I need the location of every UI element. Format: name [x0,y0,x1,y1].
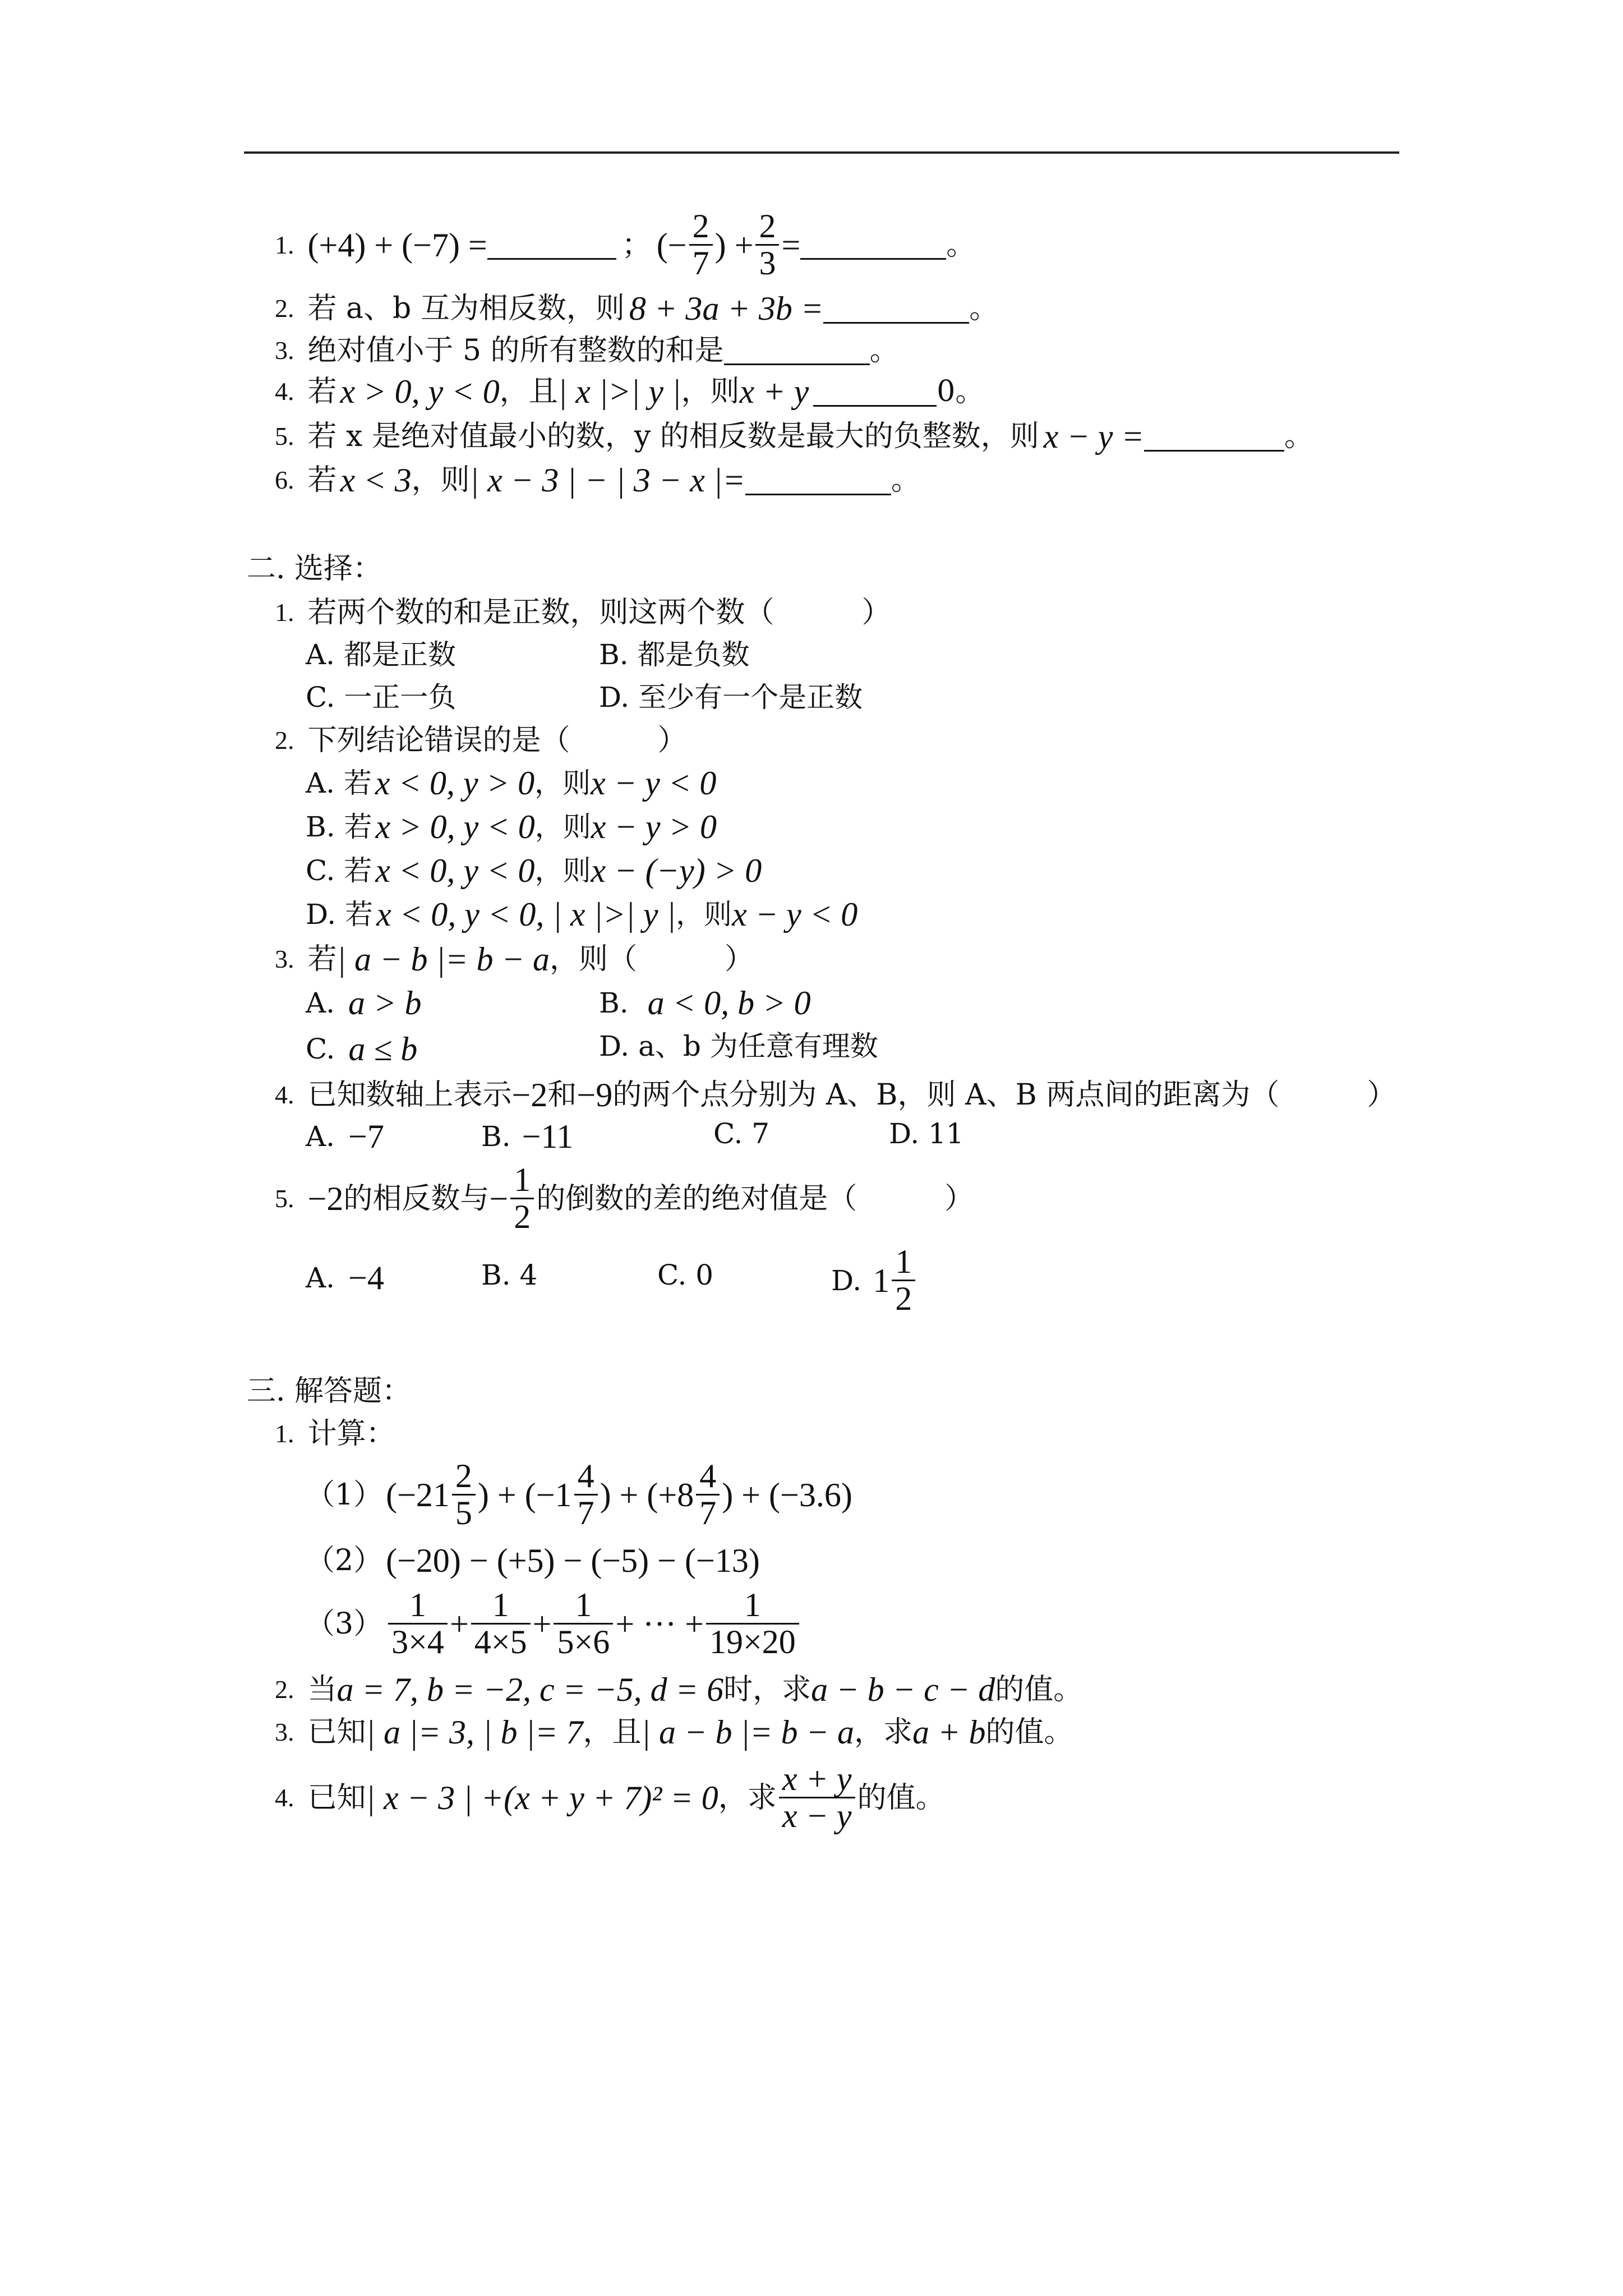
option-label: C. [306,1033,335,1065]
denominator: 2 [895,1280,912,1317]
question-text: ，则 [681,375,740,408]
question-text: 的值。 [985,1715,1073,1749]
solve-q1-part3 [306,1588,801,1660]
period: 。 [869,333,899,367]
option-a[interactable] [306,1120,384,1153]
option-b[interactable]: B. 都是负数 [599,638,750,671]
period: 。 [946,228,976,262]
solve-q2 [275,1673,1082,1706]
question-text: 已知 [307,1780,366,1815]
fraction [689,209,713,281]
fill-q1 [275,209,975,281]
option-b[interactable] [481,1120,573,1153]
question-text: ，则（ ） [549,942,754,976]
option-label: A. [306,987,335,1019]
fraction [574,1458,598,1531]
fill-q3 [275,335,899,365]
condition: x > 0, y < 0 [375,808,535,845]
whole-part: 1 [873,1262,890,1299]
option-text: ，则 [534,811,591,843]
question-text: 已知数轴上表示 [307,1078,512,1112]
denominator: 5 [455,1494,472,1531]
question-number: 5. [275,1184,294,1213]
option-d[interactable]: D. a、b 为任意有理数 [599,1030,878,1062]
question-text: 若 [307,463,337,497]
ellipsis: + ··· + [615,1605,704,1642]
condition: x < 0, y < 0 [375,852,535,889]
question-number: 2. [275,1675,294,1704]
answer-blank[interactable] [745,466,891,495]
numerator: x + y [782,1760,852,1797]
option-text: ，则 [534,767,591,799]
mc-q5 [275,1162,974,1235]
question-number: 2. [275,294,294,323]
fraction [388,1588,448,1660]
expression: ) + (−1 [477,1476,572,1513]
expression: (−21 [386,1476,450,1513]
expression: a + b [912,1714,986,1751]
denominator: 7 [577,1494,594,1531]
expression: (− [656,226,687,264]
numerator: 2 [759,208,776,245]
question-text: 当 [307,1673,337,1706]
option-d[interactable] [831,1244,917,1317]
option-math: −4 [348,1259,384,1296]
expression: (+4) + (−7) = [307,226,487,264]
fraction [452,1458,476,1531]
question-number: 6. [275,466,294,494]
conclusion: x − y < 0 [732,896,858,933]
option-label: D. 若 [306,898,374,931]
expression: | a − b |= b − a [336,941,550,978]
question-text: ，且 [499,375,558,408]
question-text: 若 a、b 互为相反数，则 [307,292,625,325]
question-text: 0。 [937,375,985,408]
answer-blank[interactable] [823,294,969,324]
answer-blank[interactable] [724,335,870,365]
section-title: 三. 解答题： [247,1374,412,1408]
numerator: 2 [455,1457,472,1494]
question-number: 1. [275,598,294,627]
conclusion: x − (−y) > 0 [591,852,762,889]
question-number: 3. [275,945,294,973]
fraction [696,1458,720,1531]
option-c[interactable] [306,854,762,887]
expression: (−20) − (+5) − (−5) − (−13) [386,1542,760,1579]
option-label: B. 若 [306,811,372,843]
question-text: 时，求 [723,1673,811,1706]
separator: ； [621,228,651,262]
expression: 8 + 3a + 3b = [629,290,824,327]
expression: a − b − c − d [811,1671,995,1708]
expression: | x − 3 | +(x + y + 7)² = 0 [366,1779,718,1816]
option-label: B. [481,1120,511,1153]
fraction [779,1761,855,1834]
numerator: 2 [692,208,709,245]
option-c[interactable] [306,1032,417,1066]
option-d[interactable]: D. 11 [889,1117,964,1150]
part-label: （3） [306,1607,383,1641]
option-a[interactable] [306,986,422,1020]
numerator: 1 [744,1586,761,1623]
numerator: 1 [492,1586,509,1623]
option-math: −11 [522,1118,574,1155]
fraction [706,1588,799,1660]
denominator: 2 [514,1198,531,1235]
expression: | x − 3 | − | 3 − x |= [469,462,745,499]
question-text: 若 x 是绝对值最小的数，y 的相反数是最大的负整数，则 [307,420,1039,453]
fill-q5 [275,420,1313,453]
solve-q1-part1 [306,1458,852,1531]
plus-sign: + [449,1605,469,1642]
solve-q1-part2 [306,1544,760,1577]
option-d[interactable]: D. 至少有一个是正数 [599,681,863,714]
condition: x < 3 [340,462,412,499]
numerator: 1 [409,1586,427,1623]
option-text: ，则 [676,898,732,931]
option-math: −7 [348,1118,384,1155]
numerator: 4 [577,1457,594,1494]
question-text: ，求 [718,1780,777,1815]
question-text: 下列结论错误的是（ ） [307,724,687,757]
condition: | x |>| y | [557,373,681,410]
question-number: 2. [275,726,294,754]
option-label: D. [831,1264,862,1297]
option-label: C. 若 [306,854,372,887]
mc-q3 [275,942,754,976]
option-d[interactable] [306,898,857,931]
option-c[interactable]: C. 一正一负 [306,681,457,714]
question-text: ，则 [411,463,470,497]
fraction [554,1588,613,1660]
expression: x − y = [1043,418,1145,455]
mc-q4 [275,1078,1396,1112]
fraction [510,1162,534,1235]
answer-blank[interactable] [1144,422,1284,452]
question-text: 若两个数的和是正数，则这两个数（ ） [307,596,891,629]
question-text: 的两个点分别为 A、B，则 A、B 两点间的距离为（ ） [612,1078,1396,1112]
solve-q4 [275,1761,945,1834]
question-text: 绝对值小于 5 的所有整数的和是 [307,333,724,367]
option-label: A. 若 [306,767,372,799]
number: −9 [577,1076,613,1114]
answer-blank[interactable] [813,377,937,407]
fraction [755,209,779,281]
expression: ) + (−3.6) [722,1476,852,1513]
expression: | a − b |= b − a [641,1714,854,1751]
fill-q6 [275,463,920,497]
solve-q3 [275,1715,1073,1749]
period: 。 [1284,420,1314,453]
denominator: 5×6 [557,1623,610,1660]
denominator: 3×4 [391,1623,444,1660]
conclusion: x − y < 0 [591,765,717,802]
header-rule [244,151,1399,154]
section-title: 二. 选择： [247,552,382,586]
denominator: 7 [699,1494,717,1531]
question-text: ，求 [854,1715,912,1749]
expression: ) + [714,226,754,264]
condition: x < 0, y < 0, | x |>| y | [376,896,676,933]
option-text: ，则 [534,854,591,887]
minus-sign: − [489,1180,509,1217]
condition: x < 0, y > 0 [375,765,535,802]
option-b[interactable] [599,986,811,1020]
option-c[interactable]: C. 7 [713,1117,770,1150]
question-number: 3. [275,335,294,365]
denominator: x − y [782,1797,852,1834]
question-text: 计算： [307,1417,395,1451]
question-text: ，且 [583,1715,642,1749]
question-number: 1. [275,230,294,259]
numerator: 1 [895,1243,912,1280]
fill-q2 [275,292,998,325]
conclusion: x − y > 0 [591,808,717,845]
numerator: 1 [575,1586,592,1623]
question-text: 若 [307,942,337,976]
option-label: B. [599,987,629,1019]
option-a[interactable] [306,1261,384,1295]
denominator: 19×20 [709,1623,796,1660]
option-b[interactable]: B. 4 [481,1259,538,1291]
answer-blank[interactable] [487,230,616,260]
question-text: 的倒数的差的绝对值是（ ） [536,1181,974,1216]
option-a[interactable]: A. 都是正数 [306,638,456,671]
mc-q2 [275,726,687,755]
plus-sign: + [532,1605,552,1642]
denominator: 4×5 [474,1623,527,1660]
part-label: （1） [306,1478,383,1512]
period: 。 [969,292,999,325]
numerator: 1 [514,1161,531,1198]
number: −2 [307,1180,344,1217]
denominator: 3 [759,245,776,282]
option-a[interactable] [306,766,716,800]
denominator: 7 [692,245,709,282]
expression: x + y [739,373,809,410]
question-number: 4. [275,1080,294,1109]
option-b[interactable] [306,810,717,844]
question-number: 5. [275,422,294,450]
option-math: a ≤ b [348,1030,418,1068]
equals-sign: = [781,226,801,264]
condition: x > 0, y < 0 [340,373,500,410]
question-number: 4. [275,1783,294,1812]
number: −2 [511,1076,548,1114]
fill-q4 [275,375,984,408]
expression: ) + (+8 [600,1476,694,1513]
fraction [471,1588,531,1660]
expression: | a |= 3, | b |= 7 [366,1714,583,1751]
part-label: （2） [306,1544,383,1577]
question-text: 的相反数与 [343,1181,490,1216]
option-label: A. [306,1262,335,1294]
question-number: 1. [275,1419,294,1448]
option-label: A. [306,1120,335,1153]
option-c[interactable]: C. 0 [657,1259,714,1291]
period: 。 [891,463,920,497]
fraction [892,1244,915,1317]
option-math: a > b [348,984,422,1022]
expression: a = 7, b = −2, c = −5, d = 6 [336,1671,724,1708]
question-text: 的值。 [995,1673,1083,1706]
question-text: 若 [307,375,337,408]
question-text: 和 [547,1078,577,1112]
question-number: 4. [275,377,294,406]
option-math: a < 0, b > 0 [647,984,811,1022]
question-text: 的值。 [857,1780,945,1815]
answer-blank[interactable] [800,230,946,260]
question-number: 3. [275,1718,294,1746]
question-text: 已知 [307,1715,366,1749]
mc-q1 [275,598,891,627]
numerator: 4 [699,1457,717,1494]
solve-q1 [275,1417,395,1451]
